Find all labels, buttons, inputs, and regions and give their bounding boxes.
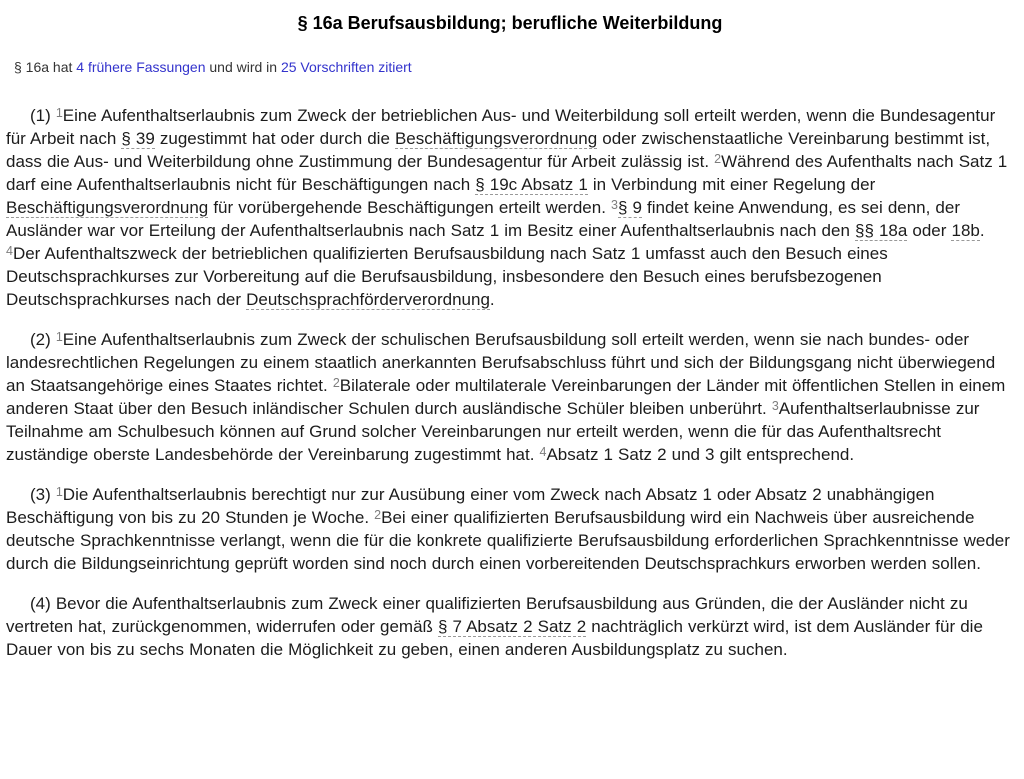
text-run: Eine Aufenthaltserlaubnis zum Zweck der schulischen Berufsausbildung soll erteilt werden, wenn sie nach bundes- oder landesrechtlichen Regelungen zu einem staatlich anerkannten Berufsabschluss führt und sich der Bildungsgang nicht überwiegend an Staatsangehörige eines Staates richtet.	[6, 330, 996, 395]
law-reference-link[interactable]: § 39	[121, 129, 155, 148]
law-paragraph-3	[6, 483, 1014, 575]
sentence-number: 2	[374, 507, 382, 522]
text-run: Die Aufenthaltserlaubnis berechtigt nur zur Ausübung einer vom Zweck nach Absatz 1 oder Absatz 2 unabhängigen Beschäftigung von bis zu 20 Stunden je Woche.	[6, 485, 935, 527]
text-run: (4) Bevor die Aufenthaltserlaubnis zum Zweck einer qualifizierten Berufsausbildung aus Gründen, die der Ausländer nicht zu vertreten hat, zurückgenommen, widerrufen oder gemäß	[6, 594, 968, 636]
sentence-number: 2	[714, 151, 722, 166]
sentence-number: 2	[332, 375, 340, 390]
sentence-number: 4	[539, 444, 547, 459]
sentence-number: 1	[55, 484, 63, 499]
text-run: zugestimmt hat oder durch die	[154, 129, 395, 148]
meta-link[interactable]: 4 frühere Fassungen	[76, 59, 206, 75]
text-run: nachträglich verkürzt wird, ist dem Ausländer für die Dauer von bis zu sechs Monaten die Möglichkeit zu geben, einen anderen Ausbildungsplatz zu suchen.	[6, 617, 983, 659]
text-run: und wird in	[205, 59, 281, 75]
text-run: in Verbindung mit einer Regelung der	[587, 175, 876, 194]
text-run: oder	[907, 221, 952, 240]
law-paragraph-1	[6, 104, 1014, 311]
text-run: (3)	[30, 485, 56, 504]
text-run: Absatz 1 Satz 2 und 3 gilt entsprechend.	[546, 445, 855, 464]
law-reference-link[interactable]: Deutschsprachförderverordnung	[246, 290, 490, 309]
text-run: Während des Aufenthalts nach Satz 1 darf eine Aufenthaltserlaubnis nicht für Beschäftigungen nach	[6, 152, 1008, 194]
sentence-number: 3	[611, 197, 618, 212]
text-run: findet keine Anwendung, es sei denn, der Ausländer war vor Erteilung der Aufenthaltserlaubnis nach Satz 1 im Besitz einer Aufenthaltserlaubnis nach den	[6, 198, 960, 240]
sentence-number: 4	[6, 243, 13, 258]
text-run: für vorübergehende Beschäftigungen erteilt werden.	[208, 198, 611, 217]
text-run: Eine Aufenthaltserlaubnis zum Zweck der betrieblichen Aus- und Weiterbildung soll erteilt werden, wenn die Bundesagentur für Arbeit nach	[6, 106, 996, 148]
text-run: § 16a hat	[14, 59, 77, 75]
text-run: Bei einer qualifizierten Berufsausbildung wird ein Nachweis über ausreichende deutsche Sprachkenntnisse verlangt, wenn die für die konkrete qualifizierte Berufsausbildung erforderlichen Sprachkenntnisse weder durch die Bildungseinrichtung geprüft worden sind noch durch einen vorbereitenden Deutschsprachkurs erworben werden sollen.	[6, 508, 1010, 573]
text-run: Bilaterale oder multilaterale Vereinbarungen der Länder mit öffentlichen Stellen in einem anderen Staat über den Besuch inländischer Schulen durch ausländische Schüler bleiben unberührt.	[6, 376, 1006, 418]
law-paragraph-2	[6, 328, 1014, 466]
law-reference-link[interactable]: § 7 Absatz 2 Satz 2	[437, 617, 587, 636]
text-run: .	[489, 290, 495, 309]
law-reference-link[interactable]: § 19c Absatz 1	[475, 175, 588, 194]
sentence-number: 1	[55, 105, 63, 120]
meta-link[interactable]: 25 Vorschriften zitiert	[280, 59, 412, 75]
law-reference-link[interactable]: § 9	[617, 198, 642, 217]
text-run: Aufenthaltserlaubnisse zur Teilnahme am Schulbesuch können auf Grund solcher Vereinbarungen nur erteilt werden, wenn die für das Aufenthaltsrecht zuständige oberste Landesbehörde der Vereinbarung zugestimmt hat.	[6, 399, 980, 464]
sentence-number: 3	[771, 398, 779, 413]
law-reference-link[interactable]: Beschäftigungsverordnung	[6, 198, 209, 217]
text-run: Der Aufenthaltszweck der betrieblichen qualifizierten Berufsausbildung nach Satz 1 umfasst auch den Besuch eines Deutschsprachkurses zur Vorbereitung auf die Berufsausbildung, insbesondere den Besuch eines berufsbezogenen Deutschsprachkurses nach der	[6, 244, 888, 309]
text-run: .	[979, 221, 985, 240]
text-run: (2)	[30, 330, 56, 349]
meta-line	[14, 59, 1014, 76]
law-reference-link[interactable]: 18b	[951, 221, 980, 240]
law-reference-link[interactable]: §§ 18a	[854, 221, 908, 240]
law-reference-link[interactable]: Beschäftigungsverordnung	[394, 129, 598, 148]
page-title: § 16a Berufsausbildung; berufliche Weiterbildung	[297, 13, 723, 33]
text-run: (1)	[30, 106, 56, 125]
sentence-number: 1	[55, 329, 63, 344]
law-paragraph-4	[6, 592, 1014, 661]
law-text	[6, 104, 1014, 661]
text-run: oder zwischenstaatliche Vereinbarung bestimmt ist, dass die Aus- und Weiterbildung ohne Zustimmung der Bundesagentur für Arbeit zulässig ist.	[6, 129, 991, 171]
